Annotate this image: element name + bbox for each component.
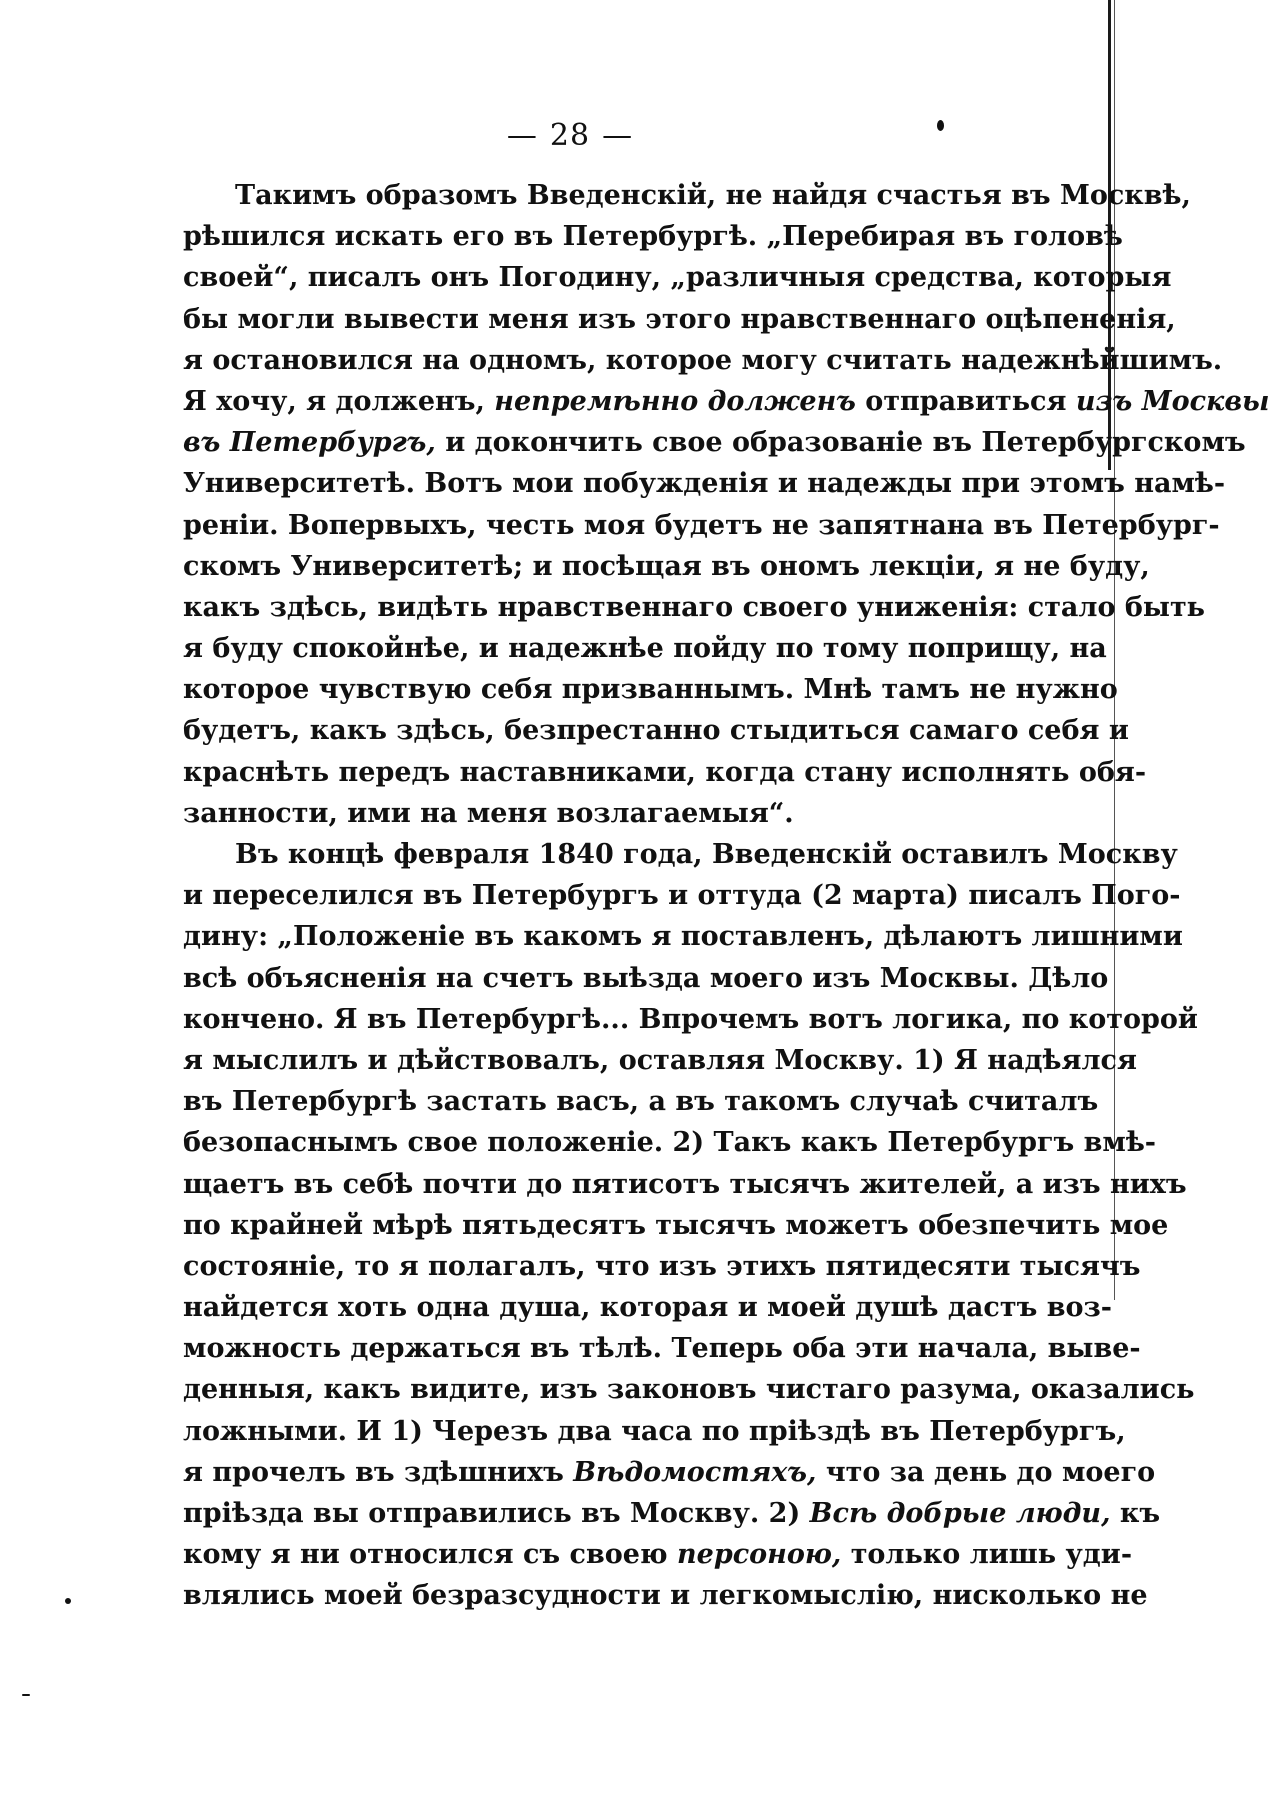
text-run: какъ здѣсь, видѣть нравственнаго своего униженія: стало быть [183,591,1206,623]
text-run: я прочелъ въ здѣшнихъ [183,1456,574,1488]
text-run: реніи. Вопервыхъ, честь моя будетъ не запятнана въ Петербург- [183,509,1220,541]
text-run: найдется хоть одна душа, которая и моей душѣ дастъ воз- [183,1292,1112,1324]
text-line [183,381,1270,422]
italic-text-run: въ Петербургъ, [183,427,436,459]
text-run: ложными. И 1) Черезъ два часа по пріѣздѣ въ Петербургъ, [183,1415,1126,1447]
text-run: въ Петербургѣ застать васъ, а въ такомъ случаѣ считалъ [183,1086,1099,1118]
page-number-value: 28 [549,118,591,153]
text-run: пріѣзда вы отправились въ Москву. 2) [183,1498,810,1529]
text-line [183,834,1178,875]
text-line [183,1493,1161,1534]
text-line [183,1122,1157,1163]
body-text [183,175,1270,1617]
text-line [183,1534,1133,1575]
text-line [183,958,1109,999]
text-line [183,999,1198,1040]
text-run: бы могли вывести меня изъ этого нравственнаго оцѣпененія, [183,303,1176,335]
ink-speck [937,120,944,131]
page-number-dash-left: — [506,118,538,153]
text-run: денныя, какъ видите, изъ законовъ чистаго разума, оказались [183,1374,1195,1406]
text-line [183,752,1147,793]
text-run: что за день до моего [816,1456,1156,1488]
text-run: будетъ, какъ здѣсь, безпрестанно стыдиться самаго себя и [183,715,1129,747]
text-run: скомъ Университетѣ; и посѣщая въ ономъ лекціи, я не буду, [183,550,1150,582]
text-run: и докончить свое образованіе въ Петербургскомъ [435,427,1246,459]
text-line [183,1205,1169,1246]
italic-text-run: изъ Москвы [1075,385,1270,417]
text-run: всѣ объясненія на счетъ выѣзда моего изъ Москвы. Дѣло [183,962,1109,994]
text-run: отправиться [855,385,1076,417]
ink-speck [65,1598,71,1604]
text-run: своей“, писалъ онъ Погодину, „различныя средства, которыя [183,262,1172,294]
text-line [183,175,1191,216]
paragraph [183,175,1270,834]
text-run: Въ концѣ февраля 1840 года, Введенскій оставилъ Москву [235,839,1178,870]
text-line [183,340,1223,381]
italic-text-run: персоною, [677,1539,842,1571]
italic-text-run: Всѣ добрые люди, [809,1498,1111,1529]
text-line [183,422,1246,463]
text-run: я остановился на одномъ, которое могу считать надежнѣйшимъ. [183,344,1223,376]
text-line [183,1287,1112,1328]
text-run: по крайней мѣрѣ пятьдесятъ тысячъ можетъ обезпечить мое [183,1209,1169,1241]
text-line [183,628,1107,669]
text-run: безопаснымъ свое положеніе. 2) Такъ какъ Петербургъ вмѣ- [183,1127,1157,1159]
text-line [183,1575,1148,1616]
text-line [183,875,1181,916]
text-run: состояніе, то я полагалъ, что изъ этихъ пятидесяти тысячъ [183,1250,1141,1282]
page-number-dash-right: — [602,118,634,153]
text-run: краснѣть передъ наставниками, когда стану исполнять обя- [183,756,1147,788]
text-line [183,1081,1099,1122]
text-line [183,916,1183,957]
text-line [183,793,1019,834]
text-run: Такимъ образомъ Введенскій, не найдя счастья въ Москвѣ, [235,180,1191,211]
text-run: къ [1110,1498,1161,1529]
text-line [183,1246,1141,1287]
text-line [183,1040,1137,1081]
text-run: только лишь уди- [841,1539,1133,1571]
text-run: рѣшился искать его въ Петербургѣ. „Перебирая въ головѣ [183,221,1123,253]
text-line [183,299,1176,340]
text-run: кому я ни относился съ своею [183,1539,678,1571]
italic-text-run: Вѣдомостяхъ, [573,1456,817,1488]
text-run: я буду спокойнѣе, и надежнѣе пойду по тому поприщу, на [183,633,1107,665]
text-run: Я хочу, я долженъ, [183,385,495,417]
text-line [183,710,1129,751]
text-run: дину: „Положеніе въ какомъ я поставленъ, дѣлаютъ лишними [183,921,1183,953]
text-run: и переселился въ Петербургъ и оттуда (2 марта) писалъ Пого- [183,880,1181,912]
text-line [183,669,1118,710]
text-run: щаетъ въ себѣ почти до пятисотъ тысячъ жителей, а изъ нихъ [183,1168,1187,1200]
paragraph [183,834,1198,1617]
text-run: кончено. Я въ Петербургѣ... Впрочемъ вотъ логика, по которой [183,1003,1198,1035]
ink-speck [22,1694,30,1696]
text-line [183,463,1226,504]
text-line [183,1164,1187,1205]
text-run: влялись моей безразсудности и легкомыслію, нисколько не [183,1580,1148,1612]
text-line [183,505,1220,546]
text-line [183,257,1172,298]
text-line [183,546,1150,587]
text-run: которое чувствую себя призваннымъ. Мнѣ тамъ не нужно [183,674,1118,706]
italic-text-run: непремѣнно долженъ [494,385,856,417]
page-number [0,118,1140,153]
text-run: можность держаться въ тѣлѣ. Теперь оба эти начала, выве- [183,1333,1141,1365]
text-line [183,1452,1156,1493]
text-run: я мыслилъ и дѣйствовалъ, оставляя Москву. 1) Я надѣялся [183,1044,1137,1076]
text-run: занности, ими на меня возлагаемыя“. [183,797,794,829]
text-line [183,1328,1141,1369]
text-line [183,1369,1195,1410]
text-line [183,216,1123,257]
text-line [183,1411,1126,1452]
text-run: Университетѣ. Вотъ мои побужденія и надежды при этомъ намѣ- [183,468,1226,500]
text-line [183,587,1206,628]
